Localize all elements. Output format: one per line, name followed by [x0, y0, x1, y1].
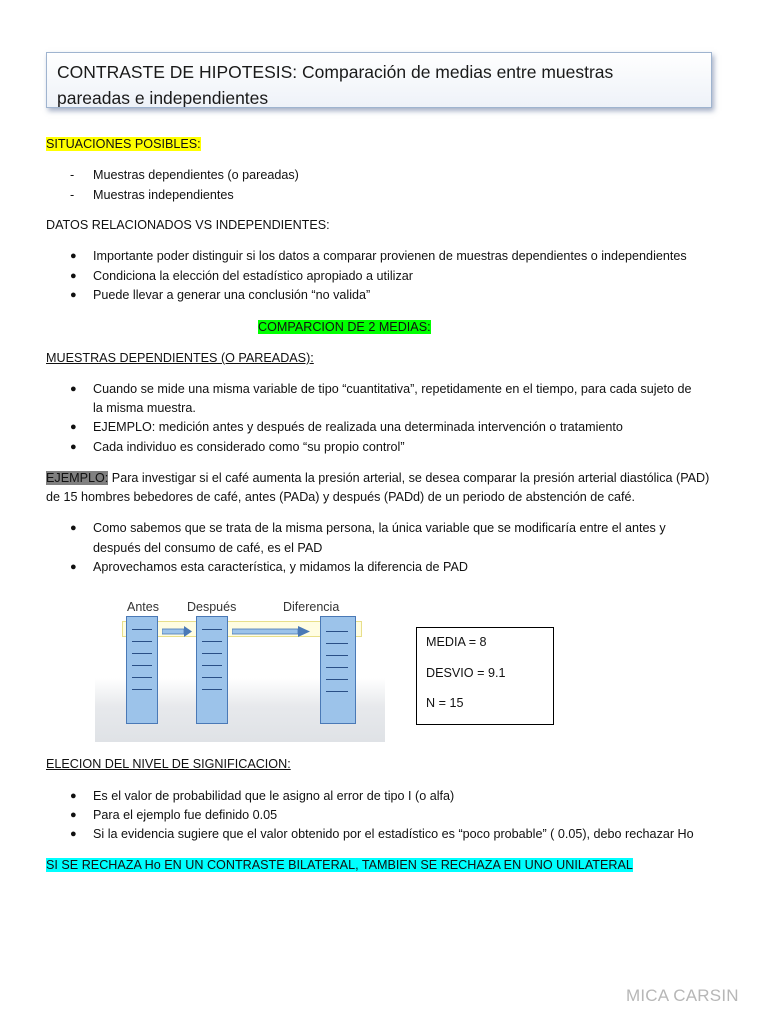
antes-column — [126, 616, 158, 724]
comparacion-heading: COMPARCION DE 2 MEDIAS: — [258, 320, 431, 334]
list-item: Importante poder distinguir si los datos a comparar provienen de muestras dependientes o independientes — [93, 249, 687, 263]
list-item: Cuando se mide una misma variable de tipo “cuantitativa”, repetidamente en el tiempo, para cada sujeto de — [93, 382, 692, 396]
stats-media: MEDIA = 8 — [426, 635, 487, 649]
page-title — [57, 59, 697, 108]
despues-column — [196, 616, 228, 724]
list-item: Es el valor de probabilidad que le asigno al error de tipo I (o alfa) — [93, 789, 455, 803]
bullet-icon: ● — [70, 289, 77, 301]
arrow-right-icon — [162, 626, 192, 638]
bullet-icon: ● — [70, 828, 77, 840]
figure-label-antes: Antes — [127, 600, 159, 614]
bullet-icon: ● — [70, 250, 77, 262]
dependientes-heading: MUESTRAS DEPENDIENTES (O PAREADAS): — [46, 351, 314, 365]
stats-n: N = 15 — [426, 696, 464, 710]
list-item: EJEMPLO: medición antes y después de realizada una determinada intervención o tratamiento — [93, 420, 623, 434]
figure-label-despues: Después — [187, 600, 237, 614]
ejemplo-label: EJEMPLO: — [46, 471, 109, 485]
datos-heading: DATOS RELACIONADOS VS INDEPENDIENTES: — [46, 218, 330, 232]
list-item: Muestras dependientes (o pareadas) — [93, 168, 299, 182]
bullet-icon: ● — [70, 790, 77, 802]
title-box — [46, 52, 712, 108]
dash-marker: - — [70, 168, 75, 182]
title-line-1: CONTRASTE DE HIPOTESIS: Comparación de medias entre muestras — [57, 62, 614, 82]
list-item: Condiciona la elección del estadístico apropiado a utilizar — [93, 269, 413, 283]
bullet-icon: ● — [70, 270, 77, 282]
list-item: Aprovechamos esta característica, y midamos la diferencia de PAD — [93, 560, 468, 574]
dash-marker: - — [70, 188, 75, 202]
list-item: Como sabemos que se trata de la misma persona, la única variable que se modificaría entre el antes y — [93, 521, 666, 535]
watermark: MICA CARSIN — [626, 986, 739, 1005]
stats-desvio: DESVIO = 9.1 — [426, 666, 506, 680]
bullet-icon: ● — [70, 561, 77, 573]
list-item: Para el ejemplo fue definido 0.05 — [93, 808, 278, 822]
list-item: Muestras independientes — [93, 188, 234, 202]
bullet-icon: ● — [70, 441, 77, 453]
title-line-2: pareadas e independientes — [57, 88, 269, 108]
figure-label-diferencia: Diferencia — [283, 600, 340, 614]
conclusion-line: SI SE RECHAZA Ho EN UN CONTRASTE BILATERAL, TAMBIEN SE RECHAZA EN UNO UNILATERAL — [46, 858, 633, 872]
list-item: Puede llevar a generar una conclusión “no valida” — [93, 288, 371, 302]
bullet-icon: ● — [70, 383, 77, 395]
nivel-heading: ELECION DEL NIVEL DE SIGNIFICACION: — [46, 757, 291, 771]
stats-box — [416, 627, 554, 725]
list-item: Cada individuo es considerado como “su propio control” — [93, 440, 405, 454]
list-item-continuation: después del consumo de café, es el PAD — [93, 541, 323, 555]
ejemplo-paragraph-line-1: EJEMPLO: Para investigar si el café aumenta la presión arterial, se desea comparar la presión arterial diastólica (PAD) — [46, 471, 710, 485]
bullet-icon: ● — [70, 522, 77, 534]
situaciones-heading: SITUACIONES POSIBLES: — [46, 137, 201, 151]
list-item: Si la evidencia sugiere que el valor obtenido por el estadístico es “poco probable” ( 0.05), debo rechazar Ho — [93, 827, 694, 841]
arrow-right-icon — [232, 626, 310, 638]
bullet-icon: ● — [70, 421, 77, 433]
ejemplo-paragraph-line-2: de 15 hombres bebedores de café, antes (PADa) y después (PADd) de un periodo de abstención de café. — [46, 490, 636, 504]
list-item-continuation: la misma muestra. — [93, 401, 196, 415]
diferencia-column — [320, 616, 356, 724]
bullet-icon: ● — [70, 809, 77, 821]
